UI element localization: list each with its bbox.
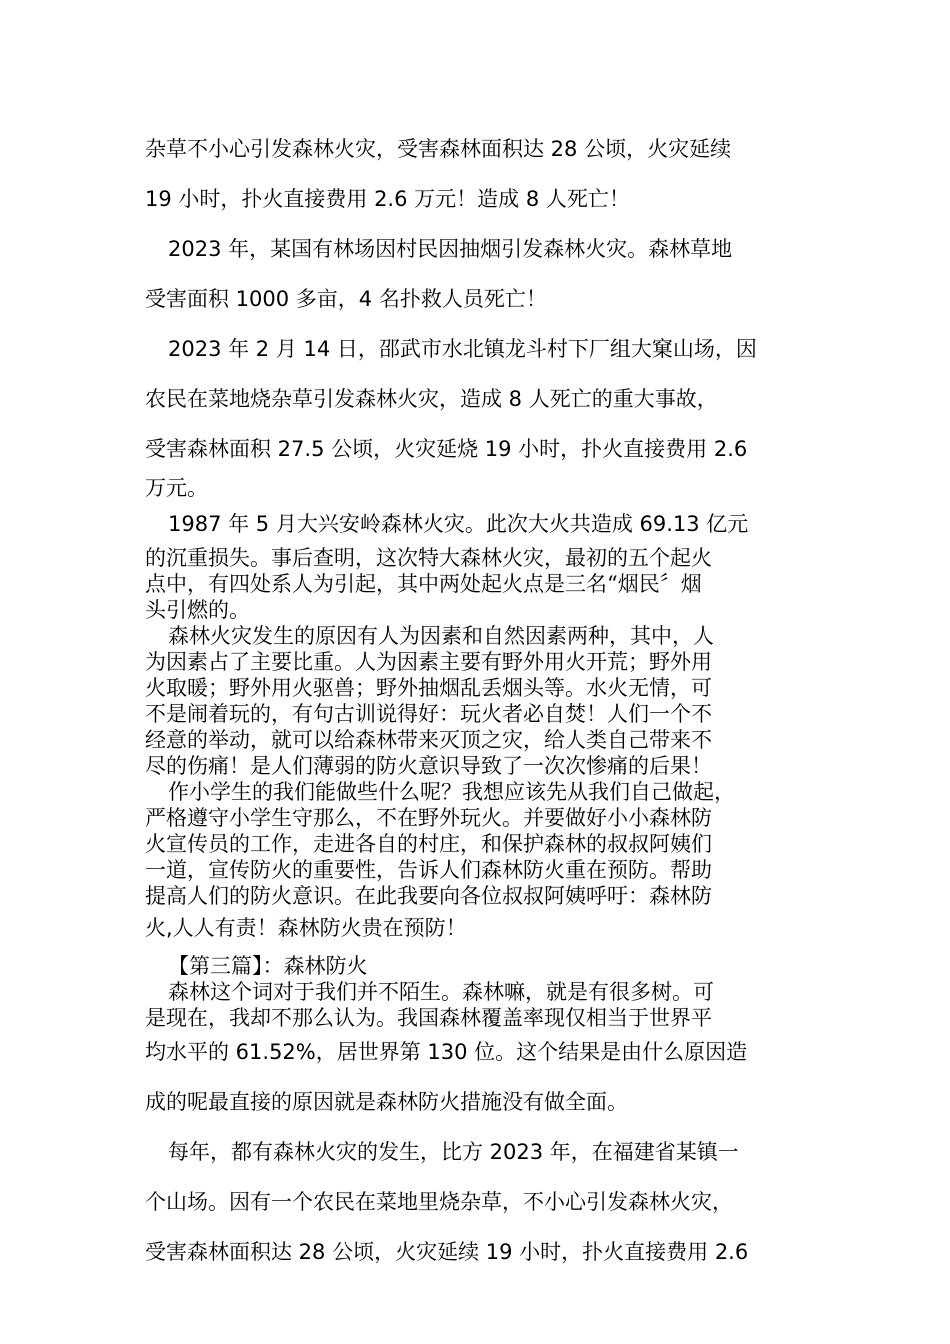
text-line: 均水平的 61.52%，居世界第 130 位。这个结果是由什么原因造: [145, 1040, 748, 1064]
text-line: 提高人们的防火意识。在此我要向各位叔叔阿姨呼吁：森林防: [145, 884, 712, 908]
text-line: 点中，有四处系人为引起，其中两处起火点是三名“烟民〞烟: [145, 572, 702, 596]
section-heading: 【第三篇】：森林防火: [168, 954, 368, 978]
text-line: 是现在，我却不那么认为。我国森林覆盖率现仅相当于世界平: [145, 1006, 712, 1030]
text-line: 作小学生的我们能做些什么呢？我想应该先从我们自己做起，: [168, 780, 735, 804]
text-line: 不是闹着玩的，有句古训说得好：玩火者必自焚！人们一个不: [145, 702, 712, 726]
text-line: 经意的举动，就可以给森林带来灭顶之灾，给人类自己带来不: [145, 728, 712, 752]
text-line: 受害森林面积达 28 公顷，火灾延续 19 小时，扑火直接费用 2.6: [145, 1240, 749, 1264]
text-line: 万元。: [145, 476, 208, 500]
text-line: 成的呢最直接的原因就是森林防火措施没有做全面。: [145, 1090, 628, 1114]
text-line: 严格遵守小学生守那么，不在野外玩火。并要做好小小森林防: [145, 806, 712, 830]
text-line: 19 小时，扑火直接费用 2.6 万元！造成 8 人死亡！: [145, 187, 630, 211]
text-line: 尽的伤痛！是人们薄弱的防火意识导致了一次次惨痛的后果！: [145, 754, 712, 778]
text-line: 1987 年 5 月大兴安岭森林火灾。此次大火共造成 69.13 亿元: [168, 512, 749, 536]
text-line: 个山场。因有一个农民在菜地里烧杂草，不小心引发森林火灾，: [145, 1190, 733, 1214]
text-line: 头引燃的。: [145, 598, 250, 622]
text-line: 一道，宣传防火的重要性，告诉人们森林防火重在预防。帮助: [145, 858, 712, 882]
text-line: 火取暖；野外用火驱兽；野外抽烟乱丢烟头等。水火无情，可: [145, 676, 712, 700]
text-line: 为因素占了主要比重。人为因素主要有野外用火开荒；野外用: [145, 650, 712, 674]
text-line: 火,人人有责！森林防火贵在预防！: [145, 916, 467, 940]
text-line: 农民在菜地烧杂草引发森林火灾，造成 8 人死亡的重大事故，: [145, 387, 718, 411]
text-line: 森林火灾发生的原因有人为因素和自然因素两种，其中，人: [168, 624, 714, 648]
text-line: 的沉重损失。事后查明，这次特大森林火灾，最初的五个起火: [145, 546, 712, 570]
text-line: 杂草不小心引发森林火灾，受害森林面积达 28 公顷，火灾延续: [145, 137, 732, 161]
text-line: 每年，都有森林火灾的发生，比方 2023 年，在福建省某镇一: [168, 1140, 739, 1164]
text-line: 受害森林面积 27.5 公顷，火灾延烧 19 小时，扑火直接费用 2.6: [145, 437, 748, 461]
text-line: 2023 年 2 月 14 日，邵武市水北镇龙斗村下厂组大窠山场，因: [168, 337, 757, 361]
text-line: 森林这个词对于我们并不陌生。森林嘛，就是有很多树。可: [168, 980, 714, 1004]
text-line: 火宣传员的工作，走进各自的村庄，和保护森林的叔叔阿姨们: [145, 832, 712, 856]
text-line: 2023 年，某国有林场因村民因抽烟引发森林火灾。森林草地: [168, 237, 733, 261]
text-line: 受害面积 1000 多亩，4 名扑救人员死亡！: [145, 287, 547, 311]
